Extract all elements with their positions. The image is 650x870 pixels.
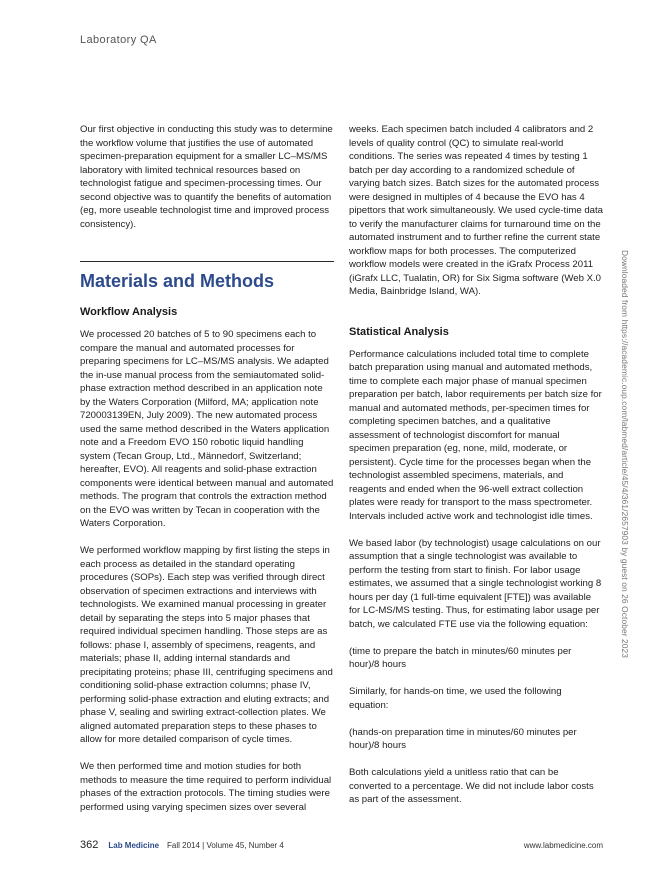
equation: (hands-on preparation time in minutes/60 minutes per hour)/8 hours: [349, 726, 577, 751]
body-paragraph: We based labor (by technologist) usage calculations on our assumption that a single technologist was available to perform the testing from start to finish. For labor usage estimates, we assumed that a single technologist working 8 hours per day (1 full-time equivalent [FTE]) was available for LC-MS/MS testing. Thus, for estimating labor usage per batch, we calculated FTE use via the following equation:: [349, 537, 602, 630]
download-watermark: Downloaded from https://academic.oup.com/labmed/article/45/4/361/2657903 by guest on 26 October 2023: [620, 250, 630, 659]
section-divider: [80, 261, 334, 262]
page-footer: [80, 839, 603, 851]
continuation-paragraph: weeks. Each specimen batch included 4 calibrators and 2 levels of quality control (QC) to simulate real-world conditions. The series was repeated 4 times by testing 1 batch per day according to a randomized schedule of varying batch sizes. Batch sizes for the automated process were designed in multiples of 4 because the EVO has 4 pipettors that work simultaneously. We used cycle-time data to verify the manufacturer claims for turnaround time on the automated instrument and to further refine the current state workflow maps for both processes. The computerized workflow models were created in the iGrafx Process 2011 (iGrafx LLC, Tualatin, OR) for Six Sigma software (Web X.0 Media, Bainbridge Island, WA).: [349, 124, 603, 297]
website-link[interactable]: www.labmedicine.com: [523, 841, 603, 850]
equation: (time to prepare the batch in minutes/60 minutes per hour)/8 hours: [349, 645, 572, 670]
workflow-analysis-heading: Workflow Analysis: [80, 306, 178, 318]
right-column: [349, 123, 603, 807]
body-paragraph: We performed workflow mapping by first listing the steps in each process as detailed in the standard operating procedures (SOPs). Each step was verified through direct observation of specimen extractions and interviews with technologists. We examined manual processing in greater detail by separating the steps into 5 major phases that required individual specimen handling. Those steps are as follows: phase I, assembly of specimens, reagents, and materials; phase II, adding internal standards and precipitating proteins; phase III, centrifuging specimens and conditioning solid-phase extraction columns; phase IV, performing solid-phase extraction and eluting extracts; and phase V, sealing and swirling extract-collection plates. We aligned automated preparation steps to these phases to allow for more detailed comparison of cycle times.: [80, 545, 333, 745]
body-paragraph: We processed 20 batches of 5 to 90 specimens each to compare the manual and automated processes for preparing specimens for LC–MS/MS analysis. We adapted the in-use manual process from the semiautomated solid-phase extraction method described in an application note by the Waters Corporation (Milford, MA; application note 720003139EN, July 2009). The new automated process used the same method described in the Waters application note and a Freedom EVO 150 robotic liquid handling system (Tecan Group, Ltd., Männedorf, Switzerland; hereafter, EVO). All reagents and solid-phase extraction components were identical between manual and automated methods. The program that controls the extraction method on the EVO was written by Tecan in cooperation with the Waters Corporation.: [80, 329, 334, 529]
body-paragraph: Similarly, for hands-on time, we used the following equation:: [349, 686, 562, 711]
section-heading: Materials and Methods: [80, 271, 275, 291]
intro-paragraph: Our first objective in conducting this study was to determine the workflow volume that justifies the use of automated specimen-preparation equipment for a smaller LC–MS/MS laboratory with limited technical resources based on technologist fatigue and specimen-processing times. Our second objective was to quantify the benefits of automation (eg, more useable technologist time and improved process consistency).: [80, 124, 333, 230]
left-column: [80, 123, 334, 814]
body-paragraph: We then performed time and motion studies for both methods to measure the time required to perform individual phases of the extraction protocols. The timing studies were performed using varying specimen sizes over several: [80, 761, 332, 813]
body-paragraph: Both calculations yield a unitless ratio that can be converted to a percentage. We did not include labor costs as part of the assessment.: [349, 767, 594, 805]
issue-info: Fall 2014 | Volume 45, Number 4: [167, 841, 284, 850]
page-number: 362: [80, 839, 99, 851]
statistical-analysis-heading: Statistical Analysis: [349, 325, 449, 338]
section-label: Laboratory QA: [80, 34, 157, 46]
body-paragraph: Performance calculations included total time to complete batch preparation using manual and automated methods, time to complete each major phase of manual specimen preparation per batch, labor requirements per batch size for manual and automated methods, per-specimen times for completing specimen batches, and a qualitative assessment of technologist discomfort for manual specimen preparation (eg, none, mild, moderate, or persistent). Cycle time for the processes began when the technologist assembled specimens, materials, and reagents and ended when the 96-well extract collection plates were ready for transport to the mass spectrometer. Intervals included active work and technologist idle times.: [349, 348, 602, 522]
journal-name: Lab Medicine: [108, 841, 160, 850]
